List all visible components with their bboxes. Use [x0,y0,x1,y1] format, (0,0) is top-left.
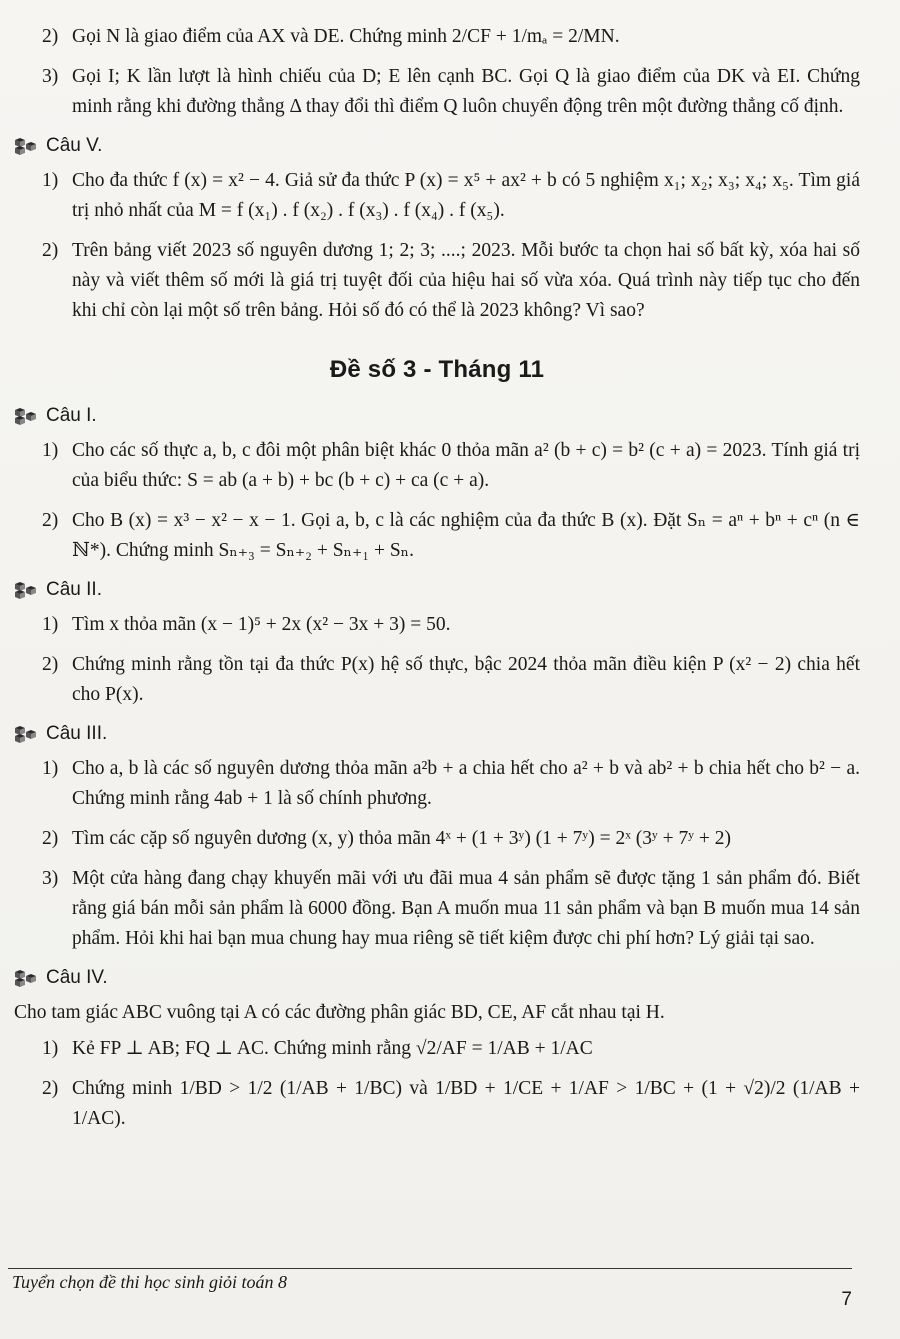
problem-item: 2) Tìm các cặp số nguyên dương (x, y) thỏa mãn 4ˣ + (1 + 3ʸ) (1 + 7ʸ) = 2ˣ (3ʸ + 7ʸ + 2) [42,828,732,849]
question-heading [14,964,860,992]
problem-item: 1) Cho các số thực a, b, c đôi một phân biệt khác 0 thỏa mãn a² (b + c) = b² (c + a) = 2023. Tính giá trị của biểu thức: S = ab (a + b) + bc (b + c) + ca (c + a). [42,440,860,491]
footer-divider [8,1268,852,1269]
question-heading [14,720,860,748]
footer-book-title: Tuyển chọn đề thi học sinh giỏi toán 8 [12,1272,287,1292]
problem-item: 1) Kẻ FP ⊥ AB; FQ ⊥ AC. Chứng minh rằng √2/AF = 1/AB + 1/AC [42,1038,593,1059]
problem-item: 3) Một cửa hàng đang chạy khuyến mãi với ưu đãi mua 4 sản phẩm sẽ được tặng 1 sản phẩm đó. Biết rằng giá bán mỗi sản phẩm là 6000 đồng. Bạn A muốn mua 11 sản phẩm và bạn B muốn mua 14 sản phẩm. Hỏi khi hai bạn mua chung hay mua riêng sẽ tiết kiệm được chi phí hơn? Lý giải tại sao. [42,868,860,949]
cubes-icon [14,406,38,426]
cubes-icon [14,136,38,156]
problem-item: 1) Cho a, b là các số nguyên dương thỏa mãn a²b + a chia hết cho a² + b và ab² + b chia hết cho b² − a. Chứng minh rằng 4ab + 1 là số chính phương. [42,758,860,809]
question-heading [14,576,860,604]
problem-item: 2) Chứng minh 1/BD > 1/2 (1/AB + 1/BC) và 1/BD + 1/CE + 1/AF > 1/BC + (1 + √2)/2 (1/AB + 1/AC). [42,1078,860,1129]
problem-item: 1) Tìm x thỏa mãn (x − 1)⁵ + 2x (x² − 3x + 3) = 50. [42,614,451,635]
cubes-icon [14,968,38,988]
problem-item: 2) Trên bảng viết 2023 số nguyên dương 1; 2; 3; ....; 2023. Mỗi bước ta chọn hai số bất kỳ, xóa hai số này và viết thêm số mới là giá trị tuyệt đối của hiệu hai số vừa xóa. Quá trình này tiếp tục cho đến khi chỉ còn lại một số trên bảng. Hỏi số đó có thể là 2023 không? Vì sao? [42,240,860,321]
page-number: 7 [841,1289,852,1310]
question-label: Câu III. [46,723,108,744]
cubes-icon [14,580,38,600]
question-label: Câu V. [46,135,103,156]
question-heading [14,402,860,430]
problem-item: 2) Chứng minh rằng tồn tại đa thức P(x) hệ số thực, bậc 2024 thỏa mãn điều kiện P (x² − 2) chia hết cho P(x). [42,654,860,705]
question-label: Câu I. [46,405,97,426]
exam-title: Đề số 3 - Tháng 11 [329,356,545,383]
problem-item: 1) Cho đa thức f (x) = x² − 4. Giả sử đa thức P (x) = x⁵ + ax² + b có 5 nghiệm x₁; x₂; x₃; x₄; x₅. Tìm giá trị nhỏ nhất của M = f (x₁) . f (x₂) . f (x₃) . f (x₄) . f (x₅). [42,170,860,221]
problem-item: 2) Gọi N là giao điểm của AX và DE. Chứng minh 2/CF + 1/mₐ = 2/MN. [42,26,620,47]
problem-item: 2) Cho B (x) = x³ − x² − x − 1. Gọi a, b, c là các nghiệm của đa thức B (x). Đặt Sₙ = aⁿ + bⁿ + cⁿ (n ∈ ℕ*). Chứng minh Sₙ₊₃ = Sₙ₊₂ + Sₙ₊₁ + Sₙ. [42,510,860,561]
question-label: Câu II. [46,579,102,600]
problem-item: 3) Gọi I; K lần lượt là hình chiếu của D; E lên cạnh BC. Gọi Q là giao điểm của DK và EI. Chứng minh rằng khi đường thẳng Δ thay đổi thì điểm Q luôn chuyển động trên một đường thẳng cố định. [42,66,860,117]
question-label: Câu IV. [46,967,108,988]
problem-lead: Cho tam giác ABC vuông tại A có các đường phân giác BD, CE, AF cắt nhau tại H. [14,1002,665,1023]
content [14,22,860,1144]
question-heading [14,132,860,160]
cubes-icon [14,724,38,744]
